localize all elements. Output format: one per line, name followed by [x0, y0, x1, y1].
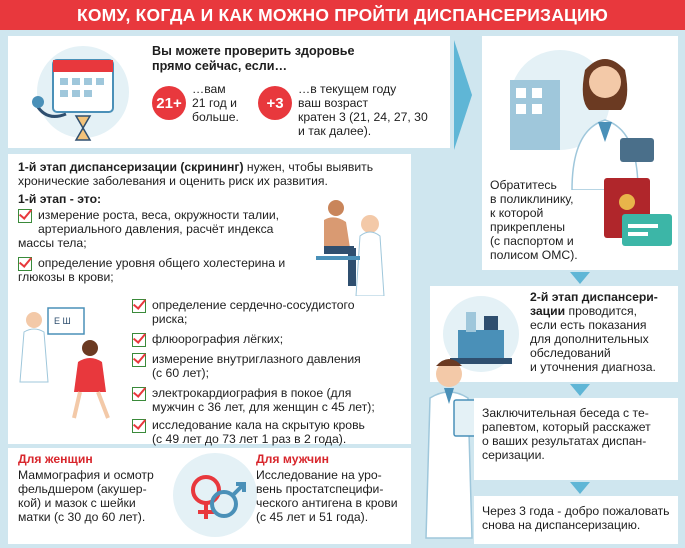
item6-line1: электрокардиография в покое (для	[152, 386, 352, 400]
stage2-line6: и уточнения диагноза.	[530, 360, 656, 374]
clinic-text-line6: полисом ОМС).	[490, 248, 578, 262]
men-line2: вень простатспецифи-	[256, 482, 384, 496]
checkbox-checked-icon	[132, 333, 146, 347]
mult-text-line1: …в текущем году	[298, 82, 397, 96]
stage2-line3: если есть показания	[530, 318, 647, 332]
intro-heading-line1: Вы можете проверить здоровье	[152, 44, 355, 58]
stage1-title	[18, 160, 373, 174]
stage1-item-4	[132, 332, 283, 347]
clinic-text-line1: Обратитесь	[490, 178, 557, 192]
doctor-patient-illustration-icon	[308, 186, 408, 296]
calendar-illustration-icon	[18, 42, 148, 142]
stage2-line4: для дополнительных	[530, 332, 649, 346]
svg-text:E Ш: E Ш	[54, 316, 71, 326]
item3-line1: определение сердечно-сосудистого	[152, 298, 355, 312]
item7-line2: (с 49 лет до 73 лет 1 раз в 2 года).	[152, 432, 347, 446]
page-title: КОМУ, КОГДА И КАК МОЖНО ПРОЙТИ ДИСПАНСЕРИЗАЦИЮ	[76, 4, 609, 25]
final-line4: серизации.	[482, 448, 545, 462]
clinic-card	[482, 36, 678, 270]
intro-heading-line2: прямо сейчас, если…	[152, 59, 288, 73]
passport-icon	[600, 178, 675, 258]
item1-line2: артериального давления, расчёт индекса	[38, 222, 274, 236]
mult-text-line2: ваш возраст	[298, 96, 369, 110]
eye-exam-illustration-icon	[14, 302, 124, 422]
age-text-line3: больше.	[192, 110, 239, 124]
clinic-text-line5: (с паспортом и	[490, 234, 574, 248]
flow-arrow-icon	[452, 40, 474, 150]
stage2-line2	[530, 304, 637, 318]
stage1-list-heading: 1-й этап - это:	[18, 192, 102, 206]
age-badge: 21+	[152, 86, 186, 120]
item2-line1: определение уровня общего холестерина и	[38, 256, 286, 270]
final-line2: рапевтом, который расскажет	[482, 420, 651, 434]
multiple-badge: +3	[258, 86, 292, 120]
item5-line1: измерение внутриглазного давления	[152, 352, 361, 366]
stage2-rest-line2: проводится,	[565, 304, 637, 318]
item2-line2: глюкозы в крови;	[18, 270, 114, 284]
flow-arrow-down-icon	[570, 482, 590, 494]
final-talk-card	[474, 398, 678, 480]
repeat-line1: Через 3 года - добро пожаловать	[482, 504, 670, 518]
repeat-card	[474, 496, 678, 544]
stage1-item-5	[132, 352, 361, 380]
stage1-item-2	[18, 256, 285, 271]
stage1-item-3	[132, 298, 355, 326]
men-heading: Для мужчин	[256, 452, 329, 466]
women-line3: кой) и мазок с шейки	[18, 496, 136, 510]
stage2-title-line2: зации	[530, 304, 566, 318]
final-line3: о ваших результатах диспан-	[482, 434, 647, 448]
checkbox-checked-icon	[18, 209, 32, 223]
age-text-line1: …вам	[192, 82, 226, 96]
doctor-illustration-icon	[490, 40, 674, 190]
intro-card	[8, 36, 450, 148]
stage1-title-bold: 1-й этап диспансеризации (скрининг)	[18, 160, 244, 174]
clinic-text-line2: в поликлинику,	[490, 192, 574, 206]
women-line4: матки (с 30 до 60 лет).	[18, 510, 146, 524]
flow-arrow-down-icon	[570, 272, 590, 284]
clinic-text-line4: прикреплены	[490, 220, 566, 234]
men-line3: ческого антигена в крови	[256, 496, 398, 510]
women-line2: фельдшером (акушер-	[18, 482, 147, 496]
stage1-item-6	[132, 386, 375, 414]
checkbox-checked-icon	[132, 299, 146, 313]
checkbox-checked-icon	[132, 387, 146, 401]
women-heading: Для женщин	[18, 452, 93, 466]
page-title-banner	[0, 0, 685, 30]
item1-line3: массы тела;	[18, 236, 87, 250]
item7-line1: исследование кала на скрытую кровь	[152, 418, 365, 432]
stage1-card	[8, 154, 411, 444]
men-line1: Исследование на уро-	[256, 468, 382, 482]
stage1-item-7	[132, 418, 365, 446]
gender-card	[8, 448, 411, 544]
clinic-text-line3: к которой	[490, 206, 544, 220]
age-text-line2: 21 год и	[192, 96, 237, 110]
stage1-title-line2: хронические заболевания и оценить риск их развития.	[18, 174, 328, 188]
mult-text-line4: и так далее).	[298, 124, 372, 138]
checkbox-checked-icon	[132, 419, 146, 433]
stage2-line5: обследований	[530, 346, 611, 360]
men-line4: (с 45 лет и 51 года).	[256, 510, 369, 524]
women-line1: Маммография и осмотр	[18, 468, 154, 482]
stage1-item-1	[18, 208, 279, 236]
item6-line2: мужчин с 36 лет, для женщин с 45 лет);	[152, 400, 375, 414]
stage1-title-rest: нужен, чтобы выявить	[243, 160, 374, 174]
item1-line1: измерение роста, веса, окружности талии,	[38, 208, 280, 222]
checkbox-checked-icon	[18, 257, 32, 271]
final-line1: Заключительная беседа с те-	[482, 406, 649, 420]
repeat-line2: снова на диспансеризацию.	[482, 518, 641, 532]
mult-text-line3: кратен 3 (21, 24, 27, 30	[298, 110, 428, 124]
gender-symbols-icon	[170, 450, 260, 540]
stage2-title-line1: 2-й этап диспансери-	[530, 290, 658, 304]
item4-line1: флюорография лёгких;	[152, 332, 284, 346]
item5-line2: (с 60 лет);	[152, 366, 209, 380]
checkbox-checked-icon	[132, 353, 146, 367]
item3-line2: риска;	[152, 312, 188, 326]
flow-arrow-down-icon	[570, 384, 590, 396]
